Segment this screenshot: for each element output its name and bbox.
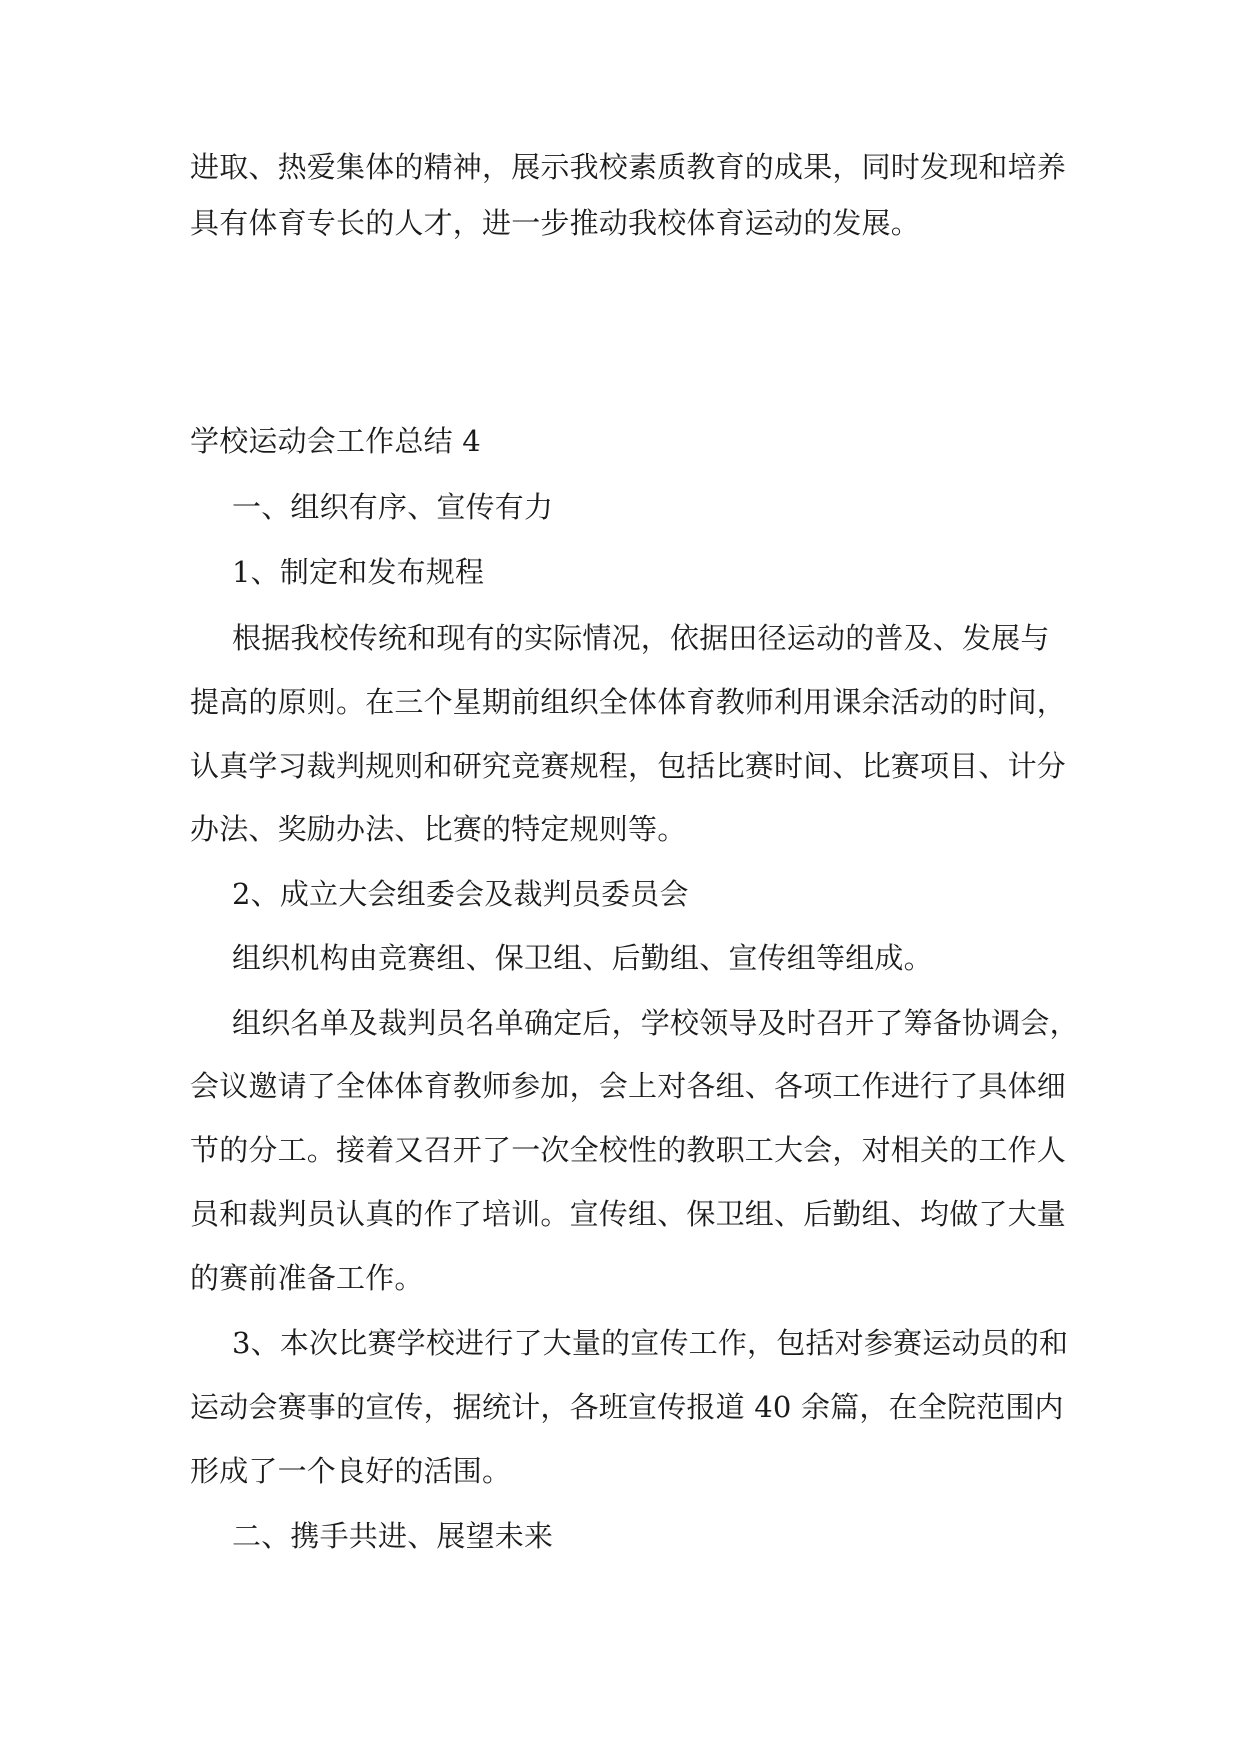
continuation-line-1: 进取、热爱集体的精神，展示我校素质教育的成果，同时发现和培养 xyxy=(190,150,1067,184)
item-2-body-2-line-4: 员和裁判员认真的作了培训。宣传组、保卫组、后勤组、均做了大量 xyxy=(190,1197,1067,1231)
item-2-body-2-line-2: 会议邀请了全体体育教师参加，会上对各组、各项工作进行了具体细 xyxy=(190,1069,1067,1103)
item-2-body-1: 组织机构由竞赛组、保卫组、后勤组、宣传组等组成。 xyxy=(232,941,933,975)
item-2-body-2-line-5: 的赛前准备工作。 xyxy=(190,1261,424,1295)
item-2-body-2-line-3: 节的分工。接着又召开了一次全校性的教职工大会，对相关的工作人 xyxy=(190,1133,1067,1167)
item-1-heading: 1、制定和发布规程 xyxy=(232,555,485,589)
item-1-body-line-2: 提高的原则。在三个星期前组织全体体育教师利用课余活动的时间， xyxy=(190,685,1067,719)
item-1-body-line-3: 认真学习裁判规则和研究竞赛规程，包括比赛时间、比赛项目、计分 xyxy=(190,749,1067,783)
item-2-body-2-line-1: 组织名单及裁判员名单确定后，学校领导及时召开了筹备协调会， xyxy=(232,1006,1079,1040)
item-3-body-line-1: 3、本次比赛学校进行了大量的宣传工作，包括对参赛运动员的和 xyxy=(232,1326,1069,1360)
item-3-body-line-3: 形成了一个良好的活围。 xyxy=(190,1454,512,1488)
item-3-body-line-2: 运动会赛事的宣传，据统计，各班宣传报道 40 余篇，在全院范围内 xyxy=(190,1390,1064,1424)
item-1-body-line-4: 办法、奖励办法、比赛的特定规则等。 xyxy=(190,812,687,846)
item-2-heading: 2、成立大会组委会及裁判员委员会 xyxy=(232,877,689,911)
continuation-line-2: 具有体育专长的人才，进一步推动我校体育运动的发展。 xyxy=(190,206,921,240)
section-2-heading: 二、携手共进、展望未来 xyxy=(232,1519,554,1553)
section-1-heading: 一、组织有序、宣传有力 xyxy=(232,490,554,524)
item-1-body-line-1: 根据我校传统和现有的实际情况，依据田径运动的普及、发展与 xyxy=(232,621,1050,655)
document-title: 学校运动会工作总结 4 xyxy=(190,424,481,458)
